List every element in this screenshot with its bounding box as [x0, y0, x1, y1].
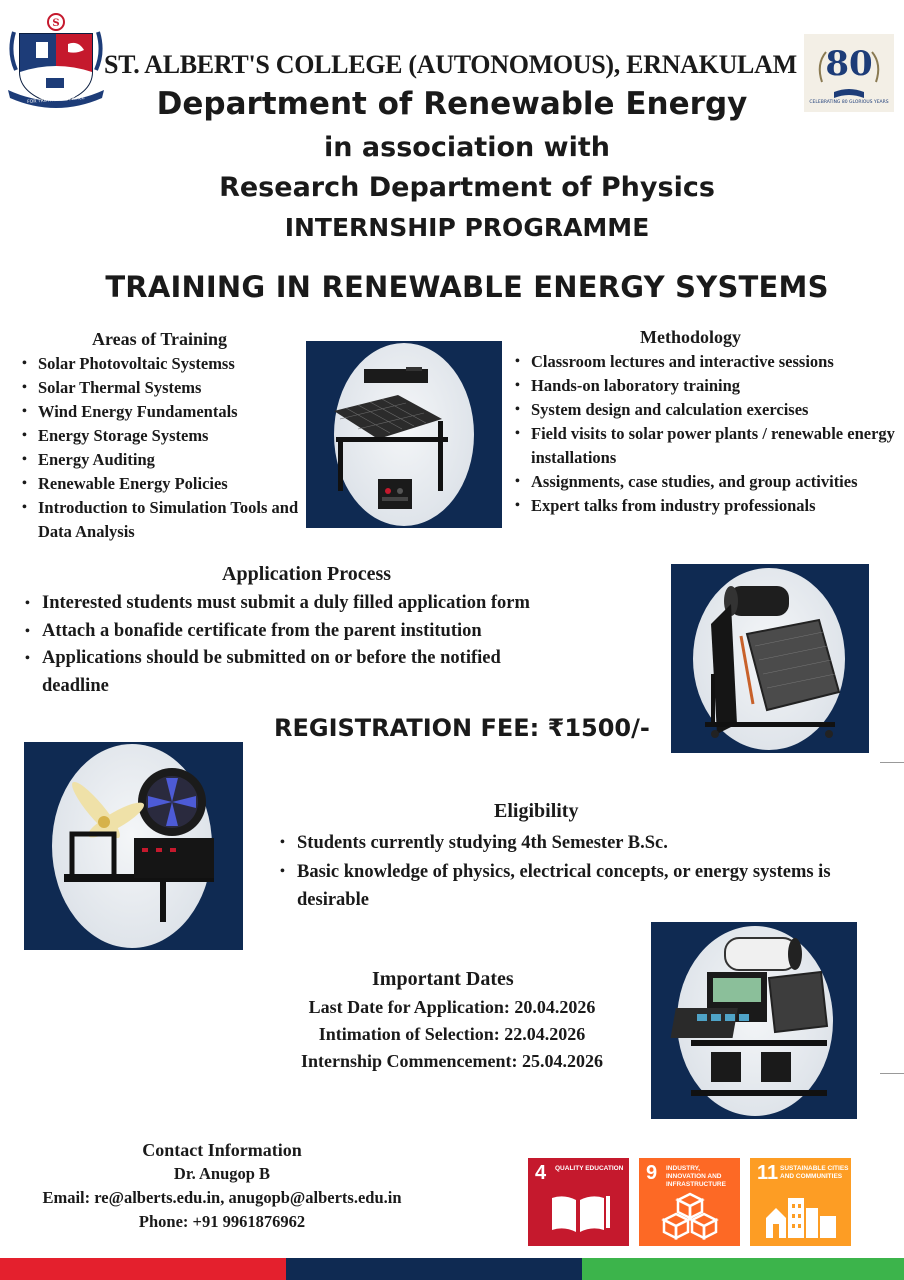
emblem-motto: FOR TRUTH AND SERVICE	[27, 95, 85, 106]
dates-heading: Important Dates	[372, 968, 514, 990]
list-item: • Hands-on laboratory training	[515, 374, 895, 398]
association-line: in association with	[324, 132, 610, 163]
research-department-line: Research Department of Physics	[219, 172, 715, 203]
contact-heading: Contact Information	[142, 1140, 302, 1160]
list-item: • Solar Photovoltaic Systemss	[22, 352, 312, 376]
application-heading: Application Process	[222, 563, 392, 585]
solar-pv-trainer-image	[306, 341, 502, 528]
application-list	[25, 590, 625, 700]
list-item: • Wind Energy Fundamentals	[22, 400, 312, 424]
contact-name: Dr. Anugop B	[173, 1164, 271, 1183]
department-title: Department of Renewable Energy	[156, 86, 748, 122]
sdg-number: 9	[646, 1162, 658, 1184]
sdg-number: 4	[535, 1162, 547, 1184]
programme-line: INTERNSHIP PROGRAMME	[284, 213, 650, 242]
areas-heading: Areas of Training	[92, 329, 228, 349]
sdg-tile-quality-education	[528, 1158, 629, 1246]
intimation-date-line: Intimation of Selection: 22.04.2026	[318, 1024, 586, 1044]
book-pencil-icon	[546, 1192, 612, 1238]
footer-bar-red	[0, 1258, 286, 1280]
list-item: • Classroom lectures and interactive sessions	[515, 350, 895, 374]
list-item: • Applications should be submitted on or before the notified deadline	[25, 645, 572, 700]
contact-phone[interactable]: Phone: +91 9961876962	[138, 1212, 306, 1231]
hybrid-energy-trainer-image	[651, 922, 857, 1119]
eligibility-heading: Eligibility	[494, 800, 579, 822]
cubes-icon	[659, 1190, 721, 1240]
sdg-label: SUSTAINABLE CITIES AND COMMUNITIES	[780, 1165, 849, 1180]
list-item: • Basic knowledge of physics, electrical concepts, or energy systems is desirable	[280, 858, 850, 915]
city-icon	[764, 1192, 840, 1240]
commencement-date-line: Internship Commencement: 25.04.2026	[301, 1051, 603, 1071]
list-item: • Expert talks from industry professionals	[515, 494, 895, 518]
list-item: • Interested students must submit a duly filled application form	[25, 590, 625, 618]
sdg-number: 11	[757, 1162, 779, 1184]
contact-email[interactable]: Email: re@alberts.edu.in, anugopb@alberts.edu.in	[42, 1188, 402, 1207]
list-item: • Assignments, case studies, and group activities	[515, 470, 895, 494]
sdg-label: QUALITY EDUCATION	[555, 1165, 624, 1172]
anniversary-caption: CELEBRATING 80 GLORIOUS YEARS	[809, 100, 889, 105]
divider	[880, 762, 904, 763]
list-item: • Renewable Energy Policies	[22, 472, 312, 496]
methodology-heading: Methodology	[640, 327, 741, 347]
wind-energy-trainer-image	[24, 742, 243, 950]
main-title: TRAINING IN RENEWABLE ENERGY SYSTEMS	[105, 270, 829, 304]
list-item: • Students currently studying 4th Semester B.Sc.	[280, 829, 850, 858]
sdg-tile-sustainable-cities	[750, 1158, 851, 1246]
areas-list	[22, 352, 312, 544]
eligibility-list	[280, 829, 850, 915]
methodology-list	[515, 350, 895, 518]
anniversary-number: 80	[825, 44, 873, 84]
college-name: ST. ALBERT'S COLLEGE (AUTONOMOUS), ERNAKULAM	[104, 50, 797, 79]
sdg-tile-industry-innovation	[639, 1158, 740, 1246]
solar-thermal-trainer-image	[671, 564, 869, 753]
svg-text:S: S	[52, 18, 60, 29]
list-item: • Solar Thermal Systems	[22, 376, 312, 400]
footer-bar-navy	[286, 1258, 582, 1280]
registration-fee: REGISTRATION FEE: ₹1500/-	[274, 714, 650, 742]
list-item: • Introduction to Simulation Tools and Data Analysis	[22, 496, 312, 544]
list-item: • Energy Auditing	[22, 448, 312, 472]
list-item: • Attach a bonafide certificate from the parent institution	[25, 618, 625, 646]
list-item: • Field visits to solar power plants / renewable energy installations	[515, 422, 895, 470]
last-date-line: Last Date for Application: 20.04.2026	[308, 997, 596, 1017]
footer-bar-green	[582, 1258, 904, 1280]
list-item: • System design and calculation exercises	[515, 398, 895, 422]
divider	[880, 1073, 904, 1074]
sdg-label: INDUSTRY, INNOVATION AND INFRASTRUCTURE	[666, 1165, 726, 1188]
list-item: • Energy Storage Systems	[22, 424, 312, 448]
